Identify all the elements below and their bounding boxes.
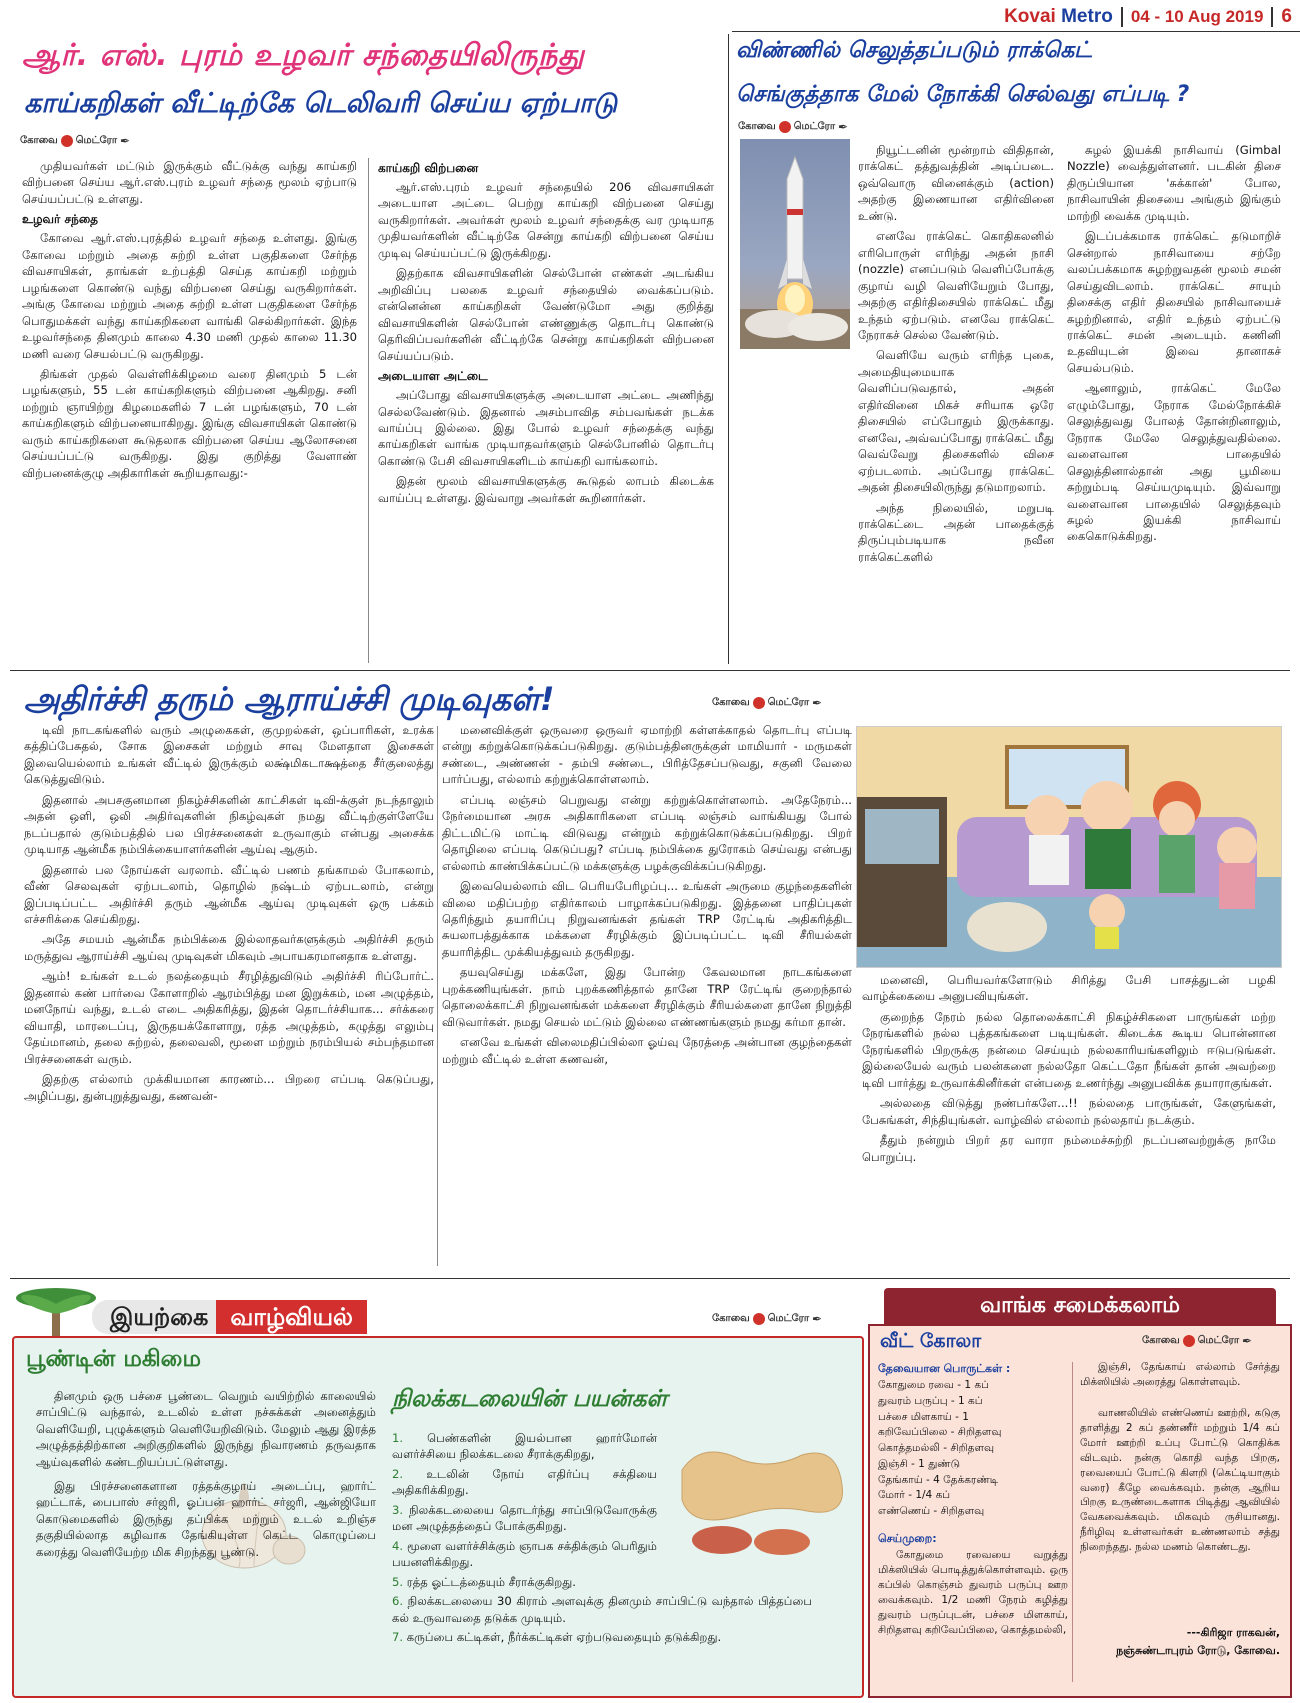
article3-paragraph: அல்லதை விடுத்து நண்பர்களே...!! நல்லதை பாருங்கள், கேளுங்கள், பேசுங்கள், சிந்தியுங்கள். வாழ்வில் எல்லாம் நல்லதாய் நடக்கும். [862, 1096, 1276, 1127]
palm-tree-icon [12, 1282, 102, 1342]
article3-paragraph: இதனால் அபசகுனமான நிகழ்ச்சிகளின் காட்சிகள் டிவி-க்குள் நடந்தாலும் அதன் ஒளி, ஒலி அதிர்வுகளின் நிகழ்வுகள் நமது வீட்டிற்குள்ளேயே நடப்பதால் குடும்பத்தில் பல பிரச்சனைகள் உருவாகும் என்பது அசைக்க முடியாத ஆன்மீக நம்பிக்கையாளர்களின் ஆய்வு ஆகும். [24, 792, 434, 857]
ingredient-item: மோர் - 1/4 கப் [878, 1489, 951, 1502]
article3-column-1 [24, 722, 434, 1108]
article2-title-line1: விண்ணில் செலுத்தப்படும் ராக்கெட் [736, 38, 1092, 63]
cartoon-family-icon [857, 727, 1281, 967]
logo-dot-icon [1183, 1335, 1195, 1347]
article3-paragraph: இவையெல்லாம் விட பெரியபேரிழப்பு... உங்கள் அருமை குழந்தைகளின் விலை மதிப்பற்ற எதிர்காலம் பாழாக்கப்படுகிறது. இத்தனை பாதிப்புகள் தெரிந்தும் தயாரிப்பு நிறுவனங்கள் தங்கள் TRP ரேட்டிங் அதிகரித்திட சுயலாபத்துக்காக மக்களை சீரழிக்கும் இப்படிப்பட்ட டிவி சீரியல்கள் தயாரித்திட முக்கியத்துவம் தருகிறது. [442, 879, 852, 959]
kovai-metro-logo: கோவை மெட்ரோ ✒ [712, 1312, 823, 1326]
ingredient-item: இஞ்சி - 1 துண்டு [878, 1457, 961, 1470]
peanut-list-item [392, 1430, 657, 1463]
article-rocket [736, 34, 1296, 674]
article1-paragraph: அப்போது விவசாயிகளுக்கு அடையாள அட்டை அணிந்து செல்லவேண்டும். இதனால் அசம்பாவித சம்பவங்கள் நடக்க வாய்ப்பு இல்லை. இது போல் உழவர் சந்தைக்கு வந்து காய்கறிகள் வாங்க முடியாதவர்களும் செல்போனில் தொடர்பு கொண்டு பேசி விவசாயிகளிடம் காய்கறி வாங்கலாம். [378, 388, 714, 468]
article2-paragraph: சுழல் இயக்கி நாசிவாய் (Gimbal Nozzle) வைத்துள்ளனர். படகின் திசை திருப்பியான 'சுக்கான்' போல, நாசிவாயின் திசையை அங்கும் இங்கும் மாற்றி வைக்க முடியும். [1067, 143, 1281, 223]
article1-column-1 [22, 158, 357, 485]
ingredient-item: கோதுமை ரவை - 1 கப் [878, 1379, 989, 1391]
peanut-item-number: 5. [392, 1574, 407, 1589]
garlic-title: பூண்டின் மகிமை [26, 1346, 201, 1372]
recipe-author: ---கிரிஜா ராகவன், [1186, 1626, 1280, 1639]
article1-paragraph: இதன் மூலம் விவசாயிகளுக்கு கூடுதல் லாபம் கிடைக்க வாய்ப்பு உள்ளது. இவ்வாறு அவர்கள் கூறினார்கள். [378, 474, 714, 505]
nature-box [12, 1336, 864, 1698]
article3-paragraph: இதற்கு எல்லாம் முக்கியமான காரணம்... பிறரை எப்படி கெடுப்பது, அழிப்பது, துன்புறுத்துவது, கணவன்- [24, 1072, 434, 1103]
ingredients-heading: தேவையான பொருட்கள் : [878, 1362, 1011, 1375]
article3-paragraph: இதனால் பல நோய்கள் வரலாம். வீட்டில் பணம் தங்காமல் போகலாம், வீண் செலவுகள் ஏற்படலாம், தொழில் நஷ்டம் ஏற்படலாம், என்று இப்படிப்பட்ட அதிர்ச்சி தரும் ஆன்மீக ஆய்வு முடிவுகள் ஒரு பக்கம் எச்சரிக்கை செய்கிறது. [24, 862, 434, 926]
article3-paragraph: டிவி நாடகங்களில் வரும் அழுகைகள், குமுறல்கள், ஒப்பாரிகள், உரக்க கத்திப்பேசுதல், சோக இசைகள் மற்றும் சாவு மேளதாள இசைகள் இவையெல்லாம் உங்கள் வீட்டில் இருக்கும் லக்ஷ்மிகடாக்ஷத்தை சீர்குலைத்து கெடுத்துவிடும். [24, 723, 434, 787]
peanut-list-item [392, 1593, 812, 1626]
peanut-title: நிலக்கடலையின் பயன்கள் [392, 1386, 668, 1412]
article3-paragraph: எனவே உங்கள் விலைமதிப்பில்லா ஓய்வு நேரத்தை அன்பான குழந்தைகள் மற்றும் வீட்டில் உள்ள கணவன், [442, 1035, 852, 1066]
ingredients-list [878, 1378, 1068, 1520]
garlic-text-2: இது பிரச்சனைகளான ரத்தக்குழாய் அடைப்பு, ஹார்ட் ஹட்டாக், பைபாஸ் சர்ஜரி, ஓப்பன் ஹார்ட் சர்ஜரி, ஆன்ஜியோ கொடுமைகளில் இருந்து தப்பிக்க மற்றும் உடல் உறிஞ்ச தகுதியில்லாத கழிவாக தேங்கியுள்ள கெட்ட கொழுப்பை கரைத்து வெளியேற்ற மிக சிறந்தது பூண்டு. [36, 1479, 376, 1559]
article1-column-2 [378, 158, 714, 510]
article3-column-2 [442, 722, 852, 1071]
article3-paragraph: தீதும் நன்றும் பிறர் தர வாரா நம்மைச்சுற்றி நடப்பனவற்றுக்கு நாமே பொறுப்பு. [862, 1133, 1276, 1164]
peanut-item-text: மூளை வளர்ச்சிக்கும் ஞாபக சக்திக்கும் பெரிதும் பயனளிக்கிறது. [392, 1538, 658, 1570]
method-text-left: கோதுமை ரவையை வறுத்து மிக்ஸியில் பொடித்துக்கொள்ளவும். ஒரு கப்பில் கொஞ்சம் துவரம் பருப்பு ஊற வைக்கவும். 1/2 மணி நேரம் கழித்து துவரம் பருப்புடன், பச்சை மிளகாய், சிறிதளவு கறிவேப்பிலை, கொத்தமல்லி, [878, 1549, 1068, 1636]
ingredient-item: தேங்காய் - 4 தேக்கரண்டி [878, 1473, 999, 1486]
article2-paragraph: நியூட்டனின் மூன்றாம் விதிதான், ராக்கெட் தத்துவத்தின் அடிப்படை. ஒவ்வொரு வினைக்கும் (action) அதற்கு இணையான எதிர்வினை உண்டு. [858, 143, 1054, 223]
peanut-list-item [392, 1466, 657, 1499]
logo-dot-icon [61, 135, 73, 147]
peanut-item-number: 3. [392, 1502, 410, 1517]
recipe-banner: வாங்க சமைக்கலாம் [884, 1288, 1276, 1324]
peanut-item-number: 4. [392, 1538, 407, 1553]
peanut-item-number: 1. [392, 1431, 428, 1445]
kovai-metro-logo: கோவை மெட்ரோ ✒ [20, 134, 131, 148]
article1-subheading: அடையாள அட்டை [378, 369, 488, 384]
peanut-item-text: நிலக்கடலையை 30 கிராம் அளவுக்கு தினமும் சாப்பிட்டு வந்தால் பித்தப்பை கல் உருவாவதை தடுக்க முடியும். [392, 1594, 812, 1625]
recipe-title: வீட் கோலா [880, 1330, 982, 1352]
recipe-address: நஞ்சுண்டாபுரம் ரோடு, கோவை. [1116, 1644, 1280, 1657]
article2-paragraph: அந்த நிலையில், மறுபடி ராக்கெட்டை அதன் பாதைக்குத் திருப்பும்படியாக நவீன ராக்கெட்களில் [858, 500, 1054, 564]
family-watching-tv-image [856, 726, 1282, 968]
article3-paragraph: தயவுசெய்து மக்களே, இது போன்ற கேவலமான நாடகங்களை புறக்கணியுங்கள். நாம் புறக்கணித்தால் தானே TRP ரேட்டிங் குறைந்தால் தொலைக்காட்சி நிறுவனங்கள் மக்களை சீரழிக்கும் சீரியல்களை தானே நிறுத்தி விடுவார்கள். நமது செயல் மட்டும் இல்லை எண்ணங்களும் நமது கர்மா தான். [442, 965, 852, 1029]
article2-title-line2: செங்குத்தாக மேல் நோக்கி செல்வது எப்படி ? [736, 82, 1190, 107]
peanut-item-number: 2. [392, 1466, 427, 1481]
article1-subheading: காய்கறி விற்பனை [378, 161, 479, 175]
article2-paragraph: வெளியே வரும் எரிந்த புகை, அமைதியுமையாக வெளிப்படுவதால், அதன் எதிர்வினை மிகச் சரியாக ஒரே திசையில் எப்போதும் இருக்காது. எனவே, அவ்வப்போது ராக்கெட் மீது வெவ்வேறு திசைகளில் விசை ஏற்படலாம். அப்போது ராக்கெட் அதன் திசையிலிருந்து தடுமாறலாம். [858, 348, 1054, 495]
peanut-list-item [392, 1538, 657, 1571]
ingredient-item: எண்ணெய் - சிறிதளவு [878, 1505, 985, 1517]
kovai-metro-logo: கோவை மெட்ரோ ✒ [712, 696, 823, 710]
pen-icon: ✒ [812, 696, 823, 710]
article1-paragraph: இதற்காக விவசாயிகளின் செல்போன் எண்கள் அடங்கிய அறிவிப்பு பலகை உழவர் சந்தையில் வைக்கப்படும். என்னென்ன காய்கறிகள் வேண்டுமோ அது குறித்து விவசாயிகளின் செல்போன் எண்ணுக்கு தொடர்பு கொண்டு தெரிவிப்பவர்களின் வீட்டிற்கே சென்று காய்கறிகள் விற்பனை செய்யப்படும். [378, 266, 714, 363]
article1-paragraph: திங்கள் முதல் வெள்ளிக்கிழமை வரை தினமும் 5 டன் பழங்களும், 55 டன் காய்கறிகளும் விற்பனை ஆகிறது. சனி மற்றும் ஞாயிற்று கிழமைகளில் 7 டன் பழங்களும், 70 டன் காய்கறிகளும் விற்பனையாகிறது. இங்கு விவசாயிகள் கொண்டு வரும் காய்கறிகளை கூடுதலாக விற்பனை செய்ய ஆலோசனை செய்யப்பட்டு வருகிறது. இது குறித்து வேளாண் விற்பனைக்குழு அதிகாரிகள் கூறியதாவது:- [22, 367, 357, 480]
method-heading: செய்முறை: [878, 1532, 937, 1545]
logo-dot-icon [753, 1313, 765, 1325]
rocket-icon [740, 139, 850, 349]
article2-column-1 [858, 142, 1054, 569]
brand-name: Kovai Metro [1004, 6, 1113, 27]
peanut-list-item [392, 1629, 812, 1645]
method-text-right-2: வாணலியில் எண்ணெய் ஊற்றி, கடுகு தாளித்து 2 கப் தண்ணீர் மற்றும் 1/4 கப் மோர் ஊற்றி உப்பு போட்டு கொதிக்க விடவும். நன்கு கொதி வந்த பிறகு, ரவையைப் போட்டு கிளறி (கெட்டியாகும் வரை) கீழே வைக்கவும். நன்கு ஆறிய பிறகு உருண்டைகளாக பிடித்து ஆவியில் வேகவைக்கவும். மிகவும் ருசியானது. நீரிழிவு உள்ளவர்கள் உண்ணலாம் சத்து நிறைந்தது. நல்ல மணம் கொண்டது. [1080, 1407, 1280, 1554]
peanut-item-number: 7. [392, 1629, 407, 1644]
pen-icon: ✒ [812, 1312, 823, 1326]
ingredient-item: கறிவேப்பிலை - சிறிதளவு [878, 1426, 1002, 1439]
recipe-section [868, 1288, 1292, 1698]
article3-paragraph: மனைவிக்குள் ஒருவரை ஒருவர் ஏமாற்றி கள்ளக்காதல் தொடர்பு எப்படி என்று கற்றுக்கொடுக்கப்படுகிறது. குடும்பத்தினருக்குள் மாமியார் - மருமகள் சண்டை, அண்ணன் - தம்பி சண்டை, பிரித்தேசப்படுவது, சகுனி வேலை பார்ப்பது, எல்லாம் கற்றுக்கொள்ளலாம். [442, 723, 852, 787]
peanut-list [392, 1430, 812, 1648]
ingredient-item: கொத்தமல்லி - சிறிதளவு [878, 1442, 994, 1454]
peanut-item-number: 6. [392, 1594, 408, 1609]
ingredient-item: பச்சை மிளகாய் - 1 [878, 1410, 969, 1423]
ingredient-item: துவரம் பருப்பு - 1 கப் [878, 1394, 983, 1407]
rocket-launch-image [740, 139, 850, 349]
method-text-right-1: இஞ்சி, தேங்காய் எல்லாம் சேர்த்து மிக்ஸியில் அரைத்து கொள்ளவும். [1080, 1361, 1280, 1388]
article3-column-3 [862, 972, 1276, 1169]
article1-title-line1: ஆர். எஸ். புரம் உழவர் சந்தையிலிருந்து [22, 38, 585, 73]
peanut-item-text: கருப்பை கட்டிகள், நீர்க்கட்டிகள் ஏற்படுவதையும் தடுக்கிறது. [406, 1629, 722, 1644]
article1-title-line2: காய்கறிகள் வீட்டிற்கே டெலிவரி செய்ய ஏற்பாடு [24, 88, 618, 119]
page-number: 6 [1281, 6, 1292, 27]
kovai-metro-logo: கோவை மெட்ரோ ✒ [1142, 1334, 1253, 1348]
recipe-box [868, 1324, 1292, 1698]
palm-tree-image [12, 1282, 102, 1342]
article3-paragraph: அதே சமயம் ஆன்மீக நம்பிக்கை இல்லாதவர்களுக்கும் அதிர்ச்சி தரும் மருத்துவ ஆராய்ச்சி ஆய்வு முடிவுகள் மிகவும் அபாயகரமானதாக உள்ளது. [24, 932, 434, 963]
article3-paragraph: மனைவி, பெரியவர்களோடும் சிரித்து பேசி பாசத்துடன் பழகி வாழ்க்கையை அனுபவியுங்கள். [862, 973, 1276, 1004]
article-shocking-research [0, 672, 1300, 1274]
article3-paragraph: குறைந்த நேரம் நல்ல தொலைக்காட்சி நிகழ்ச்சிகளை பாருங்கள் மற்ற நேரங்களில் நல்ல புத்தகங்களை படியுங்கள். கிடைக்க கூடிய பொன்னான நேரங்களில் பிறருக்கு நன்மை செய்யும் நல்லகாரியங்களிலும் ஈடுபடுங்கள். இல்லையேல் வரும் பலன்களை நல்லதோ கெட்டதோ நீங்கள் தான் அவற்றை டிவி பார்த்து உருவாக்கினீர்கள் என்பதை உணர்ந்து அனுபவிக்க தயாராகுங்கள். [862, 1009, 1276, 1090]
nature-lifestyle-section [12, 1290, 862, 1695]
peanut-list-item [392, 1574, 657, 1590]
article3-paragraph: எப்படி லஞ்சம் பெறுவது என்று கற்றுக்கொள்ளலாம். அதேநேரம்... நேர்மையான அரசு அதிகாரிகளை எப்படி லஞ்சம் வாங்கியது போல் திட்டமிட்டு மாட்டி விடுவது என்றும் கற்றுக்கொடுக்கப்படுகிறது. பிறர் தொழிலை எப்படி கெடுப்பது? எப்படி நம்பிக்கை துரோகம் செய்வது என்பது எல்லாம் காண்பிக்கப்பட்டு மக்களுக்கு பழக்குவிக்கப்படுகிறது. [442, 792, 852, 873]
article3-paragraph: ஆம்! உங்கள் உடல் நலத்தையும் சீரழித்துவிடும் அதிர்ச்சி ரிப்போர்ட். இதனால் கண் பார்வை கோளாறில் ஆரம்பித்து மன இறுக்கம், மன அழுத்தம், மனநோய் வந்து, உடல் எடை அதிகரித்து, இதன் தொடர்ச்சியாக... சர்க்கரை வியாதி, மாரடைப்பு, இருதயக்கோளாறு, ரத்த அழுத்தம், கழுத்து எலும்பு தேய்மானம், தலை சுற்றல், தலைவலி, மூளை மற்றும் நரம்பியல் சம்பந்தமான பிரச்சனைகள் வரும். [24, 969, 434, 1066]
article2-paragraph: இடப்பக்கமாக ராக்கெட் தடுமாறிச் சென்றால் நாசிவாயை சற்றே வலப்பக்கமாக சுழற்றுவதன் மூலம் சமன் செய்துவிடலாம். ராக்கெட் சாயும் திசைக்கு எதிர் திசையில் நாசிவாயைச் சுழற்றினால், எதிர் உந்தம் ஏற்பட்டு ராக்கெட் சமன் அடையும். கணினி உதவியுடன் இவை தானாகச் செயல்படும். [1067, 229, 1281, 375]
kovai-metro-logo: கோவை மெட்ரோ ✒ [738, 120, 849, 134]
peanut-item-text: பெண்களின் இயல்பான ஹார்மோன் வளர்ச்சியை நிலக்கடலை சீராக்குகிறது, [392, 1431, 658, 1462]
pen-icon: ✒ [838, 120, 849, 134]
peanut-item-text: நிலக்கடலையை தொடர்ந்து சாப்பிடுவோருக்கு மன அழுத்தத்தைப் போக்குகிறது. [392, 1502, 657, 1534]
issue-date: 04 - 10 Aug 2019 [1130, 7, 1264, 26]
logo-dot-icon [753, 697, 765, 709]
article2-paragraph: ஆனாலும், ராக்கெட் மேலே எழும்போது, நேராக மேல்நோக்கிச் செலுத்துவது போலத் தோன்றினாலும், நேராக மேலே செலுத்துவதில்லை. வளைவான பாதையில் செலுத்தினால்தான் அது பூமியை சுற்றும்படி செய்யமுடியும். இவ்வாறு வளைவான பாதையில் செலுத்தவும் சுழல் இயக்கி நாசிவாய் கைகொடுக்கிறது. [1067, 381, 1281, 544]
garlic-text-1: தினமும் ஒரு பச்சை பூண்டை வெறும் வயிற்றில் காலையில் சாப்பிட்டு வந்தால், உடலில் உள்ள நச்சுக்கள் அனைத்தும் வெளியேறி, புழுக்களும் வெளியேறிவிடும். மேலும் ஆது இரத்த அழுத்தத்திற்கான அறிகுறிகளில் இருந்து நிவாரணம் தருவதாக ஆய்வுகளில் கண்டறியப்பட்டுள்ளது. [36, 1389, 376, 1469]
peanut-item-text: உடலின் நோய் எதிர்ப்பு சக்தியை அதிகரிக்கிறது. [392, 1466, 657, 1498]
article-farmers-market [0, 0, 726, 675]
article1-paragraph: கோவை ஆர்.எஸ்.புரத்தில் உழவர் சந்தை உள்ளது. இங்கு கோவை மற்றும் அதை சுற்றி உள்ள பகுதிகளை சேர்ந்த விவசாயிகள், தாங்கள் உற்பத்தி செய்த காய்கறி மற்றும் பழங்களை கொண்டு வந்து விற்பனை செய்து வருகிறார்கள். அங்கு கோவை மற்றும் அதை சுற்றி உள்ள பகுதிகளை சேர்ந்த பொதுமக்கள் வந்து காய்கறிகளை வாங்கி செல்கிறார்கள். இந்த உழவர்சந்தை தினமும் காலை 4.30 மணி முதல் காலை 11.30 மணி வரை செயல்பட்டு வருகிறது. [22, 231, 357, 361]
article1-paragraph: முதியவர்கள் மட்டும் இருக்கும் வீட்டுக்கு வந்து காய்கறி விற்பனை செய்ய ஆர்.எஸ்.புரம் உழவர் சந்தை மூலம் ஏற்பாடு செய்யப்பட்டு உள்ளது. [22, 159, 357, 206]
peanut-item-text: ரத்த ஓட்டத்தையும் சீராக்குகிறது. [406, 1574, 576, 1589]
pen-icon: ✒ [1242, 1334, 1253, 1348]
article1-subheading: உழவர் சந்தை [22, 212, 98, 227]
article3-title: அதிர்ச்சி தரும் ஆராய்ச்சி முடிவுகள்! [24, 680, 555, 718]
masthead [1004, 6, 1292, 28]
article2-paragraph: எனவே ராக்கெட் கொதிகலனில் எரிபொருள் எரிந்து அதன் நாசி (nozzle) எனப்படும் வெளிப்போக்கு குழாய் வழி வெளியேறும் போது, அதற்கு எதிர்திசையில் ராக்கெட் மீது உந்தம் ஏற்படும். எனவே ராக்கெட் நேராகச் செல்ல வேண்டும். [858, 229, 1054, 342]
peanut-list-item [392, 1502, 657, 1535]
logo-dot-icon [779, 121, 791, 133]
pen-icon: ✒ [120, 134, 131, 148]
article1-paragraph: ஆர்.எஸ்.புரம் உழவர் சந்தையில் 206 விவசாயிகள் அடையாள அட்டை பெற்று காய்கறி விற்பனை செய்து வருகிறார்கள். அவர்கள் மூலம் உழவர் சந்தைக்கு வர முடியாத முதியவர்களின் வீட்டிற்கே சென்று காய்கறி விற்பனை செய்ய முடிவு செய்யப்பட்டு இருக்கிறது. [378, 180, 714, 260]
article2-column-2 [1067, 142, 1281, 549]
nature-banner: இயற்கை வாழ்வியல் [92, 1300, 367, 1334]
